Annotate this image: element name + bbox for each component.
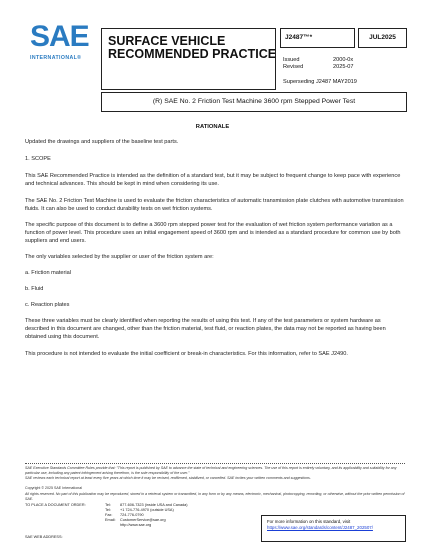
document-type-line2: RECOMMENDED PRACTICE	[108, 47, 277, 61]
order-email[interactable]: CustomerService@sae.org	[120, 518, 166, 522]
list-item-a: a. Friction material	[25, 270, 72, 276]
revised-label: Revised	[283, 64, 304, 70]
document-code: J2487™*	[280, 28, 355, 48]
more-info-text: For more information on this standard, visit	[267, 519, 351, 524]
footer-divider	[25, 463, 405, 464]
scope-paragraph-5: These three variables must be clearly identified when reporting the results of using this test. If any of the test parameters or system hardware as described in this document are changed, other than the friction material, test fluid, or reaction plates, the data may not be reported as having been obtained using this document.	[25, 318, 386, 341]
document-type-box	[101, 28, 276, 90]
order-tel2-label: Tel:	[105, 508, 111, 512]
order-email-label: Email:	[105, 518, 116, 522]
order-tel: 877-606-7323 (inside USA and Canada)	[120, 503, 188, 507]
rationale-text: Updated the drawings and suppliers of the baseline test parts.	[25, 139, 179, 145]
standard-title: (R) SAE No. 2 Friction Test Machine 3600 rpm Stepped Power Test	[101, 92, 407, 112]
order-website[interactable]: http://www.sae.org	[120, 523, 152, 527]
superseding-note: Superseding J2487 MAY2019	[283, 79, 357, 85]
logo-subtitle: INTERNATIONAL®	[30, 55, 82, 61]
sae-logo	[30, 22, 92, 64]
order-fax: 724-776-0790	[120, 513, 144, 517]
issued-value: 2000-0x	[333, 57, 354, 63]
document-date: JUL2025	[358, 28, 407, 48]
footer-review: SAE reviews each technical report at least every five years at which time it may be revised, reaffirmed, stabilized, or cancelled. SAE invites your written comments and suggestions.	[25, 476, 311, 480]
document-type-line1: SURFACE VEHICLE	[108, 34, 226, 48]
scope-paragraph-1: This SAE Recommended Practice is intended as the definition of a standard test, but it may be subject to frequent change to keep pace with experience and technical advances. This should be kept in mind when considering its use.	[25, 173, 401, 188]
standard-link[interactable]: https://www.sae.org/standards/content/J2487_202507/	[267, 525, 373, 530]
footer-policy: SAE Executive Standards Committee Rules provide that: "This report is published by SAE to advance the state of technical and engineering sciences. The use of this report is entirely voluntary, and its applicability and suitability for any particular use, including any patent infringement arising therefrom, is the sole responsibility of the user."	[25, 466, 397, 475]
web-address-label: SAE WEB ADDRESS:	[25, 535, 63, 539]
more-info-box	[261, 515, 406, 542]
list-item-c: c. Reaction plates	[25, 302, 70, 308]
order-label: TO PLACE A DOCUMENT ORDER:	[25, 503, 86, 507]
scope-heading: 1. SCOPE	[25, 156, 51, 162]
footer-copyright: Copyright © 2025 SAE International	[25, 486, 82, 490]
scope-paragraph-4: The only variables selected by the supplier or user of the friction system are:	[25, 254, 214, 260]
order-tel2: +1 724-776-4970 (outside USA)	[120, 508, 174, 512]
scope-paragraph-6: This procedure is not intended to evaluate the initial coefficient or break-in characteristics. For this information, refer to SAE J2490.	[25, 351, 348, 357]
revised-value: 2025-07	[333, 64, 354, 70]
scope-paragraph-3: The specific purpose of this document is to define a 3600 rpm stepped power test for the evaluation of wet friction system performance variation as a function of power level. This procedure uses an initial engagement speed of 3600 rpm and is intended as a standard procedure for common use by both suppliers and end users.	[25, 222, 401, 245]
logo-wordmark: SAE	[30, 20, 89, 53]
issued-label: Issued	[283, 57, 300, 63]
footer-rights: All rights reserved. No part of this publication may be reproduced, stored in a retrieval system or transmitted, in any form or by any means, electronic, mechanical, photocopying, recording, or otherwise, without the prior written permission of SAE.	[25, 492, 405, 501]
order-tel-label: Tel:	[105, 503, 111, 507]
order-fax-label: Fax:	[105, 513, 113, 517]
rationale-heading: RATIONALE	[195, 124, 230, 130]
scope-paragraph-2: The SAE No. 2 Friction Test Machine is used to evaluate the friction characteristics of automatic transmission plate clutches with automotive transmission fluids. It can also be used to conduct durability tests on wet friction systems.	[25, 198, 404, 213]
list-item-b: b. Fluid	[25, 286, 44, 292]
